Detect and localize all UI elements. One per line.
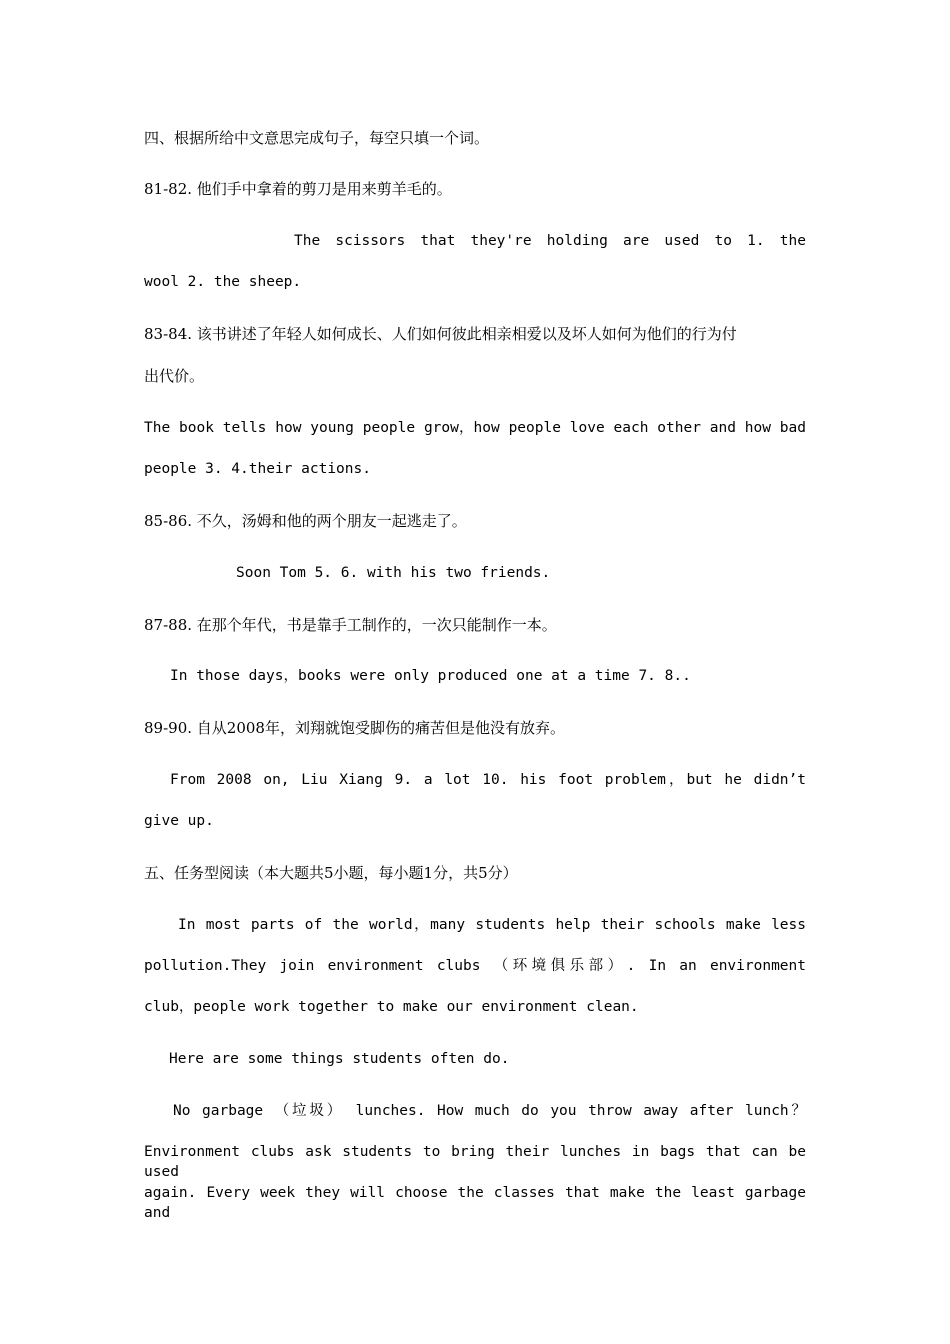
q85-86-chinese: 85-86. 不久，汤姆和他的两个朋友一起逃走了。 xyxy=(144,512,467,530)
passage-paragraph3-line1: No garbage （垃圾） lunches. How much do you throw away after lunch？ xyxy=(173,1103,806,1119)
q85-86-english: Soon Tom 5. 6. with his two friends. xyxy=(236,565,551,581)
section5-heading: 五、任务型阅读（本大题共5小题，每小题1分，共5分） xyxy=(144,864,518,882)
passage-paragraph1-line3: club，people work together to make our environment clean. xyxy=(144,999,639,1015)
q89-90-english-line2: give up. xyxy=(144,813,214,829)
q81-82-english-line1: The scissors that they're holding are used to 1. the xyxy=(294,233,806,249)
q87-88-english: In those days，books were only produced one at a time 7. 8.. xyxy=(170,668,691,684)
q81-82-chinese: 81-82. 他们手中拿着的剪刀是用来剪羊毛的。 xyxy=(144,180,452,198)
passage-paragraph1-line2: pollution.They join environment clubs （环境俱乐部）. In an environment xyxy=(144,958,806,974)
passage-paragraph1-line1: In most parts of the world，many students help their schools make less xyxy=(178,917,806,933)
section4-heading: 四、根据所给中文意思完成句子，每空只填一个词。 xyxy=(144,129,490,147)
q83-84-english-line2: people 3. 4.their actions. xyxy=(144,461,371,477)
q89-90-chinese: 89-90. 自从2008年，刘翔就饱受脚伤的痛苦但是他没有放弃。 xyxy=(144,719,565,737)
q89-90-english-line1: From 2008 on, Liu Xiang 9. a lot 10. his foot problem，but he didn’t xyxy=(170,772,806,788)
q81-82-english-line2: wool 2. the sheep. xyxy=(144,274,302,290)
passage-paragraph3-line2: Environment clubs ask students to bring their lunches in bags that can be used xyxy=(144,1144,806,1180)
q83-84-english-line1: The book tells how young people grow，how people love each other and how bad xyxy=(144,420,806,436)
passage-paragraph3-line3: again. Every week they will choose the classes that make the least garbage and xyxy=(144,1185,806,1221)
q87-88-chinese: 87-88. 在那个年代，书是靠手工制作的，一次只能制作一本。 xyxy=(144,616,557,634)
q83-84-chinese-line1: 83-84. 该书讲述了年轻人如何成长、人们如何彼此相亲相爱以及坏人如何为他们的行为付 xyxy=(144,325,737,343)
passage-paragraph2: Here are some things students often do. xyxy=(169,1051,510,1067)
q83-84-chinese-line2: 出代价。 xyxy=(144,367,205,385)
